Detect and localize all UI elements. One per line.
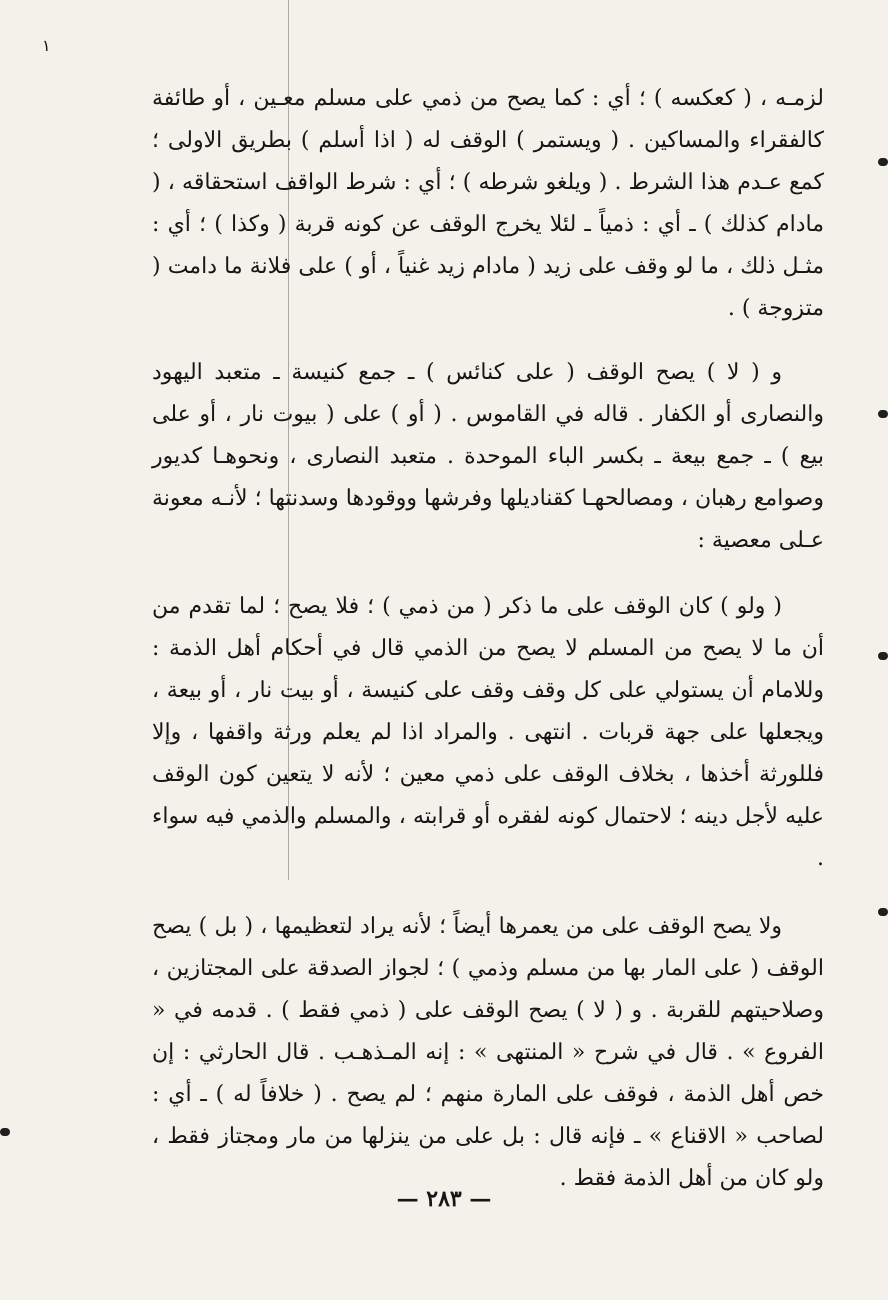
right-edge-mark — [878, 410, 888, 418]
corner-mark: ١ — [42, 36, 51, 55]
paragraph-4: ولا يصح الوقف على من يعمرها أيضاً ؛ لأنه يراد لتعظيمها ، ( بل ) يصح الوقف ( على المار بها من مسلم وذمي ) ؛ لجواز الصدقة على المجتازين ، وصلاحيتهم للقربة . و ( لا ) يصح الوقف على ( ذمي فقط ) . قدمه في « الفروع » . قال في شرح « المنتهى » : إنه المـذهـب . قال الحارثي : إن خص أهل الذمة ، فوقف على المارة منهم ؛ لم يصح . ( خلافاً له ) ـ أي : لصاحب « الاقناع » ـ فإنه قال : بل على من ينزلها من مار ومجتاز فقط ، ولو كان من أهل الذمة فقط . — [152, 914, 824, 1191]
main-text-block — [152, 78, 824, 1200]
page-number: — ٢٨٣ — — [396, 1186, 492, 1212]
paragraph-1: لزمـه ، ( كعكسه ) ؛ أي : كما يصح من ذمي على مسلم معـين ، أو طائفة كالفقراء والمساكين . ( ويستمر ) الوقف له ( اذا أسلم ) بطريق الاولى ؛ كمع عـدم هذا الشرط . ( ويلغو شرطه ) ؛ أي : شرط الواقف استحقاقه ، ( مادام كذلك ) ـ أي : ذمياً ـ لئلا يخرج الوقف عن كونه قربة ( وكذا ) ؛ أي : مثـل ذلك ، ما لو وقف على زيد ( مادام زيد غنياً ، أو ) على فلانة ما دامت ( متزوجة ) . — [152, 86, 824, 321]
left-edge-mark — [0, 1128, 10, 1136]
right-edge-mark — [878, 158, 888, 166]
right-edge-mark — [878, 908, 888, 916]
right-edge-mark — [878, 652, 888, 660]
paragraph-3: ( ولو ) كان الوقف على ما ذكر ( من ذمي ) ؛ فلا يصح ؛ لما تقدم من أن ما لا يصح من المسلم لا يصح من الذمي قال في أحكام أهل الذمة : وللامام أن يستولي على كل وقف وقف على كنيسة ، أو بيت نار ، أو بيعة ، ويجعلها على جهة قربات . انتهى . والمراد اذا لم يعلم ورثة واقفها ، وإلا فللورثة أخذها ، بخلاف الوقف على ذمي معين ؛ لأنه لا يتعين كون الوقف عليه لأجل دينه ؛ لاحتمال كونه لفقره أو قرابته ، والمسلم والذمي فيه سواء . — [152, 594, 824, 871]
paragraph-2: و ( لا ) يصح الوقف ( على كنائس ) ـ جمع كنيسة ـ متعبد اليهود والنصارى أو الكفار . قاله في القاموس . ( أو ) على ( بيوت نار ، أو على بيع ) ـ جمع بيعة ـ بكسر الباء الموحدة . متعبد النصارى ، ونحوهـا كديور وصوامع رهبان ، ومصالحهـا كقناديلها وفرشها ووقودها وسدنتها ؛ لأنـه معونة عـلى معصية : — [152, 360, 824, 553]
